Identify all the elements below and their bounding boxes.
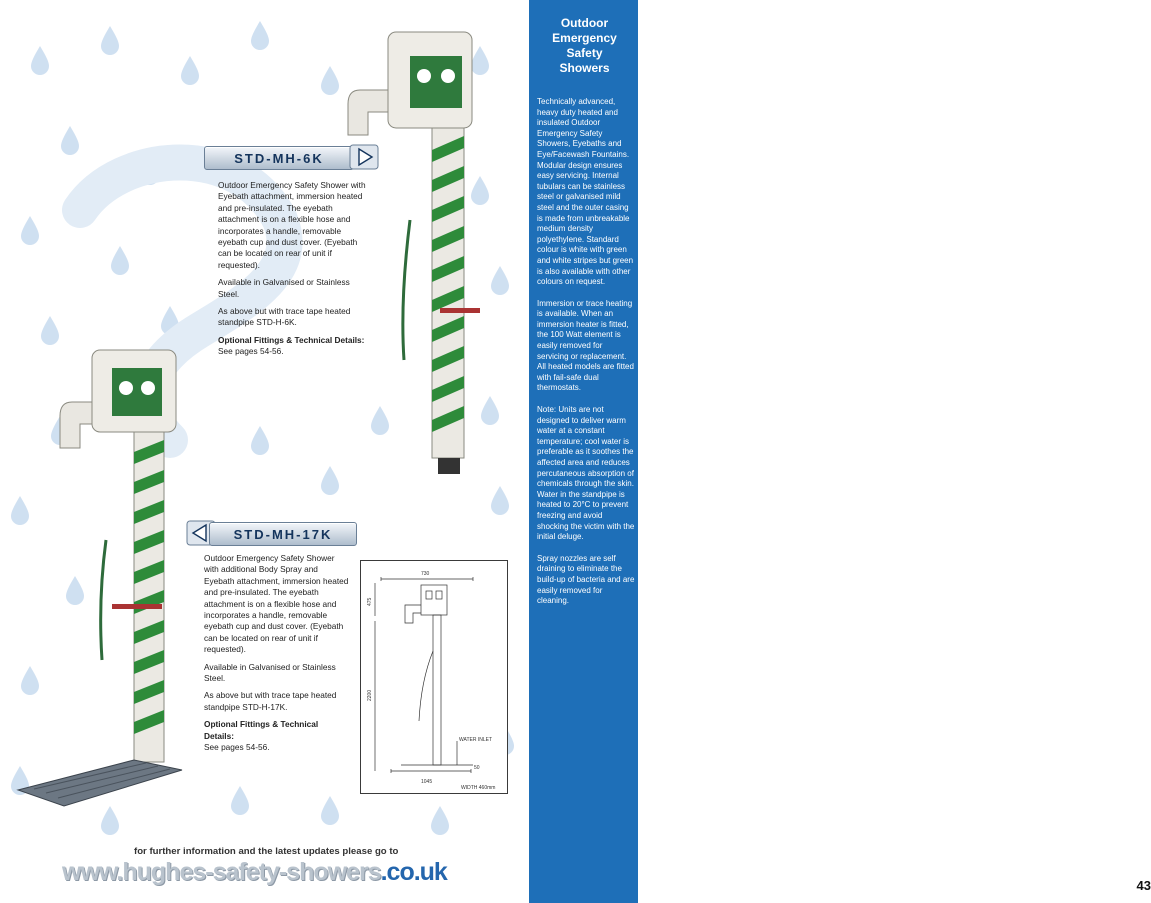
sidebar-paragraph: Technically advanced, heavy duty heated and insulated Outdoor Emergency Safety Showers, Eyebaths and Eye/Facewash Fountains. Modular design ensures easy servicing. Internal tubulars can be stainless steel or galvanised mild steel and the outer casing is made from unbreakable medium density polyethylene. Standard colour is white with green and white stripes but green is also available with other colours on request.	[537, 97, 634, 287]
product-trace-option: As above but with trace tape heated standpipe STD-H-17K.	[204, 690, 337, 712]
page-number: 43	[1136, 878, 1151, 893]
dimension-width: 730	[421, 571, 430, 577]
see-pages-reference: See pages 54-56.	[218, 346, 284, 357]
sidebar-paragraph: Spray nozzles are self draining to eliminate the build-up of bacteria and are easily removed for cleaning.	[537, 553, 635, 606]
sidebar-paragraph: Note: Units are not designed to deliver warm water at a constant temperature; cool water is preferable as it soothes the affected area and reduces percutaneous absorption of chemicals through the skin. Water in the standpipe is heated to 20°C to prevent freezing and avoid shocking the victim with the initial deluge.	[537, 405, 635, 542]
dimension-small: 50	[474, 765, 480, 771]
product-description	[218, 180, 368, 358]
technical-drawing	[360, 560, 508, 794]
main-content	[0, 0, 529, 903]
dimension-upper: 475	[367, 597, 373, 606]
product-material: Available in Galvanised or Stainless Steel.	[204, 661, 336, 684]
arrow-right-icon	[350, 145, 378, 169]
sidebar-title-line: Outdoor	[560, 16, 609, 30]
website-main: www.hughes-safety-showers	[62, 858, 381, 886]
sidebar-body	[537, 97, 635, 618]
sidebar-paragraph: Immersion or trace heating is available. When an immersion heater is fitted, the 100 Watt element is easily removed for servicing or replacement. All heated models are fitted with fail-safe dual thermostats.	[537, 298, 634, 393]
product-trace-option: As above but with trace tape heated standpipe STD-H-6K.	[218, 306, 351, 328]
sidebar-title	[537, 16, 632, 76]
footer-note: for further information and the latest updates please go to	[134, 846, 399, 857]
dimension-base: 1045	[421, 779, 433, 785]
product-description	[204, 553, 349, 754]
optional-fittings-label: Optional Fittings & Technical Details:	[204, 719, 319, 741]
shower-unit-image-2	[14, 340, 189, 820]
product-summary: Outdoor Emergency Safety Shower with Eyebath attachment, immersion heated and pre-insulated. The eyebath attachment is on a flexible hose and incorporates a handle, removable eyebath cup and dust cover. (Eyebath can be located on rear of unit if requested).	[218, 180, 366, 270]
sidebar-title-line: Safety	[566, 46, 603, 60]
dimension-depth: WIDTH 460mm	[461, 785, 496, 791]
website-link[interactable]	[62, 858, 447, 887]
product-code-ribbon: STD-MH-6K	[204, 146, 354, 170]
water-inlet-label: WATER INLET	[459, 737, 493, 743]
product-code-ribbon: STD-MH-17K	[209, 522, 357, 546]
website-tld: .co.uk	[380, 858, 447, 886]
sidebar	[529, 0, 1151, 903]
product-material: Available in Galvanised or Stainless Steel.	[218, 277, 350, 299]
technical-drawing-svg	[361, 561, 507, 793]
product-summary: Outdoor Emergency Safety Shower with additional Body Spray and Eyebath attachment, immersion heated and pre-insulated. The eyebath attachment is on a flexible hose and incorporates a handle, removable eyebath cup and dust cover. (Eyebath can be located on rear of unit if requested).	[204, 553, 349, 655]
see-pages-reference: See pages 54-56.	[204, 742, 270, 753]
optional-fittings-label: Optional Fittings & Technical Details:	[218, 334, 365, 345]
sidebar-title-line: Showers	[559, 61, 610, 75]
dimension-height: 2200	[367, 689, 373, 701]
sidebar-title-line: Emergency	[552, 31, 617, 45]
